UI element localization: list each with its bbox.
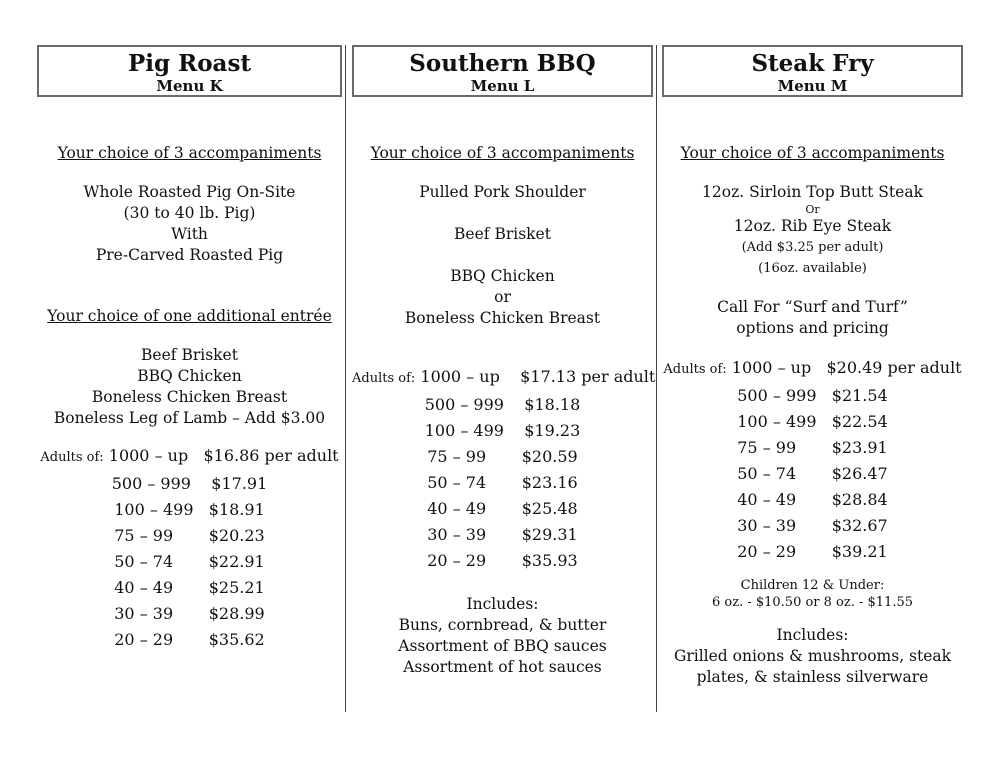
menu-header	[352, 45, 653, 97]
menu-code: Menu L	[470, 77, 535, 95]
price-row: 75 – 99 $20.23	[114, 526, 265, 545]
spacer	[352, 245, 653, 266]
price-row: 500 – 999 $18.18	[424, 395, 581, 414]
price-row: 20 – 29 $35.93	[427, 551, 578, 570]
menu-title: Steak Fry	[751, 50, 874, 77]
extra-line: Beef Brisket	[141, 346, 238, 364]
price-row: 50 – 74 $22.91	[114, 552, 265, 571]
choice-heading: Your choice of 3 accompaniments	[57, 144, 322, 162]
price-row: 40 – 49 $28.84	[737, 490, 888, 509]
column-divider	[656, 45, 657, 712]
includes-line: Assortment of hot sauces	[403, 658, 602, 676]
entree-line: or	[494, 288, 511, 306]
extra-heading: Your choice of one additional entrée	[47, 307, 332, 325]
includes-heading: Includes:	[776, 626, 849, 644]
price-value: 1000 – up $20.49 per adult	[731, 358, 962, 377]
column-divider	[345, 45, 346, 712]
availability-text: (16oz. available)	[758, 261, 867, 276]
price-row: 100 – 499 $18.91	[114, 500, 265, 519]
entree-line: BBQ Chicken	[450, 267, 555, 285]
entree-line: Whole Roasted Pig On-Site	[83, 183, 296, 201]
children-heading: Children 12 & Under:	[740, 578, 885, 593]
extra-line: Boneless Leg of Lamb – Add $3.00	[53, 409, 326, 427]
adults-label: Adults of:	[663, 362, 727, 377]
price-row: 40 – 49 $25.48	[427, 499, 578, 518]
call-text: Call For “Surf and Turf”	[717, 298, 908, 316]
price-row: 20 – 29 $39.21	[737, 542, 888, 561]
entree-line: With	[171, 225, 208, 243]
entree-line: (30 to 40 lb. Pig)	[123, 204, 256, 222]
price-row: 50 – 74 $26.47	[737, 464, 888, 483]
entree-line: Beef Brisket	[454, 225, 551, 243]
entree-line: Pre-Carved Roasted Pig	[95, 246, 284, 264]
price-row: 30 – 39 $28.99	[114, 604, 265, 623]
price-row: 50 – 74 $23.16	[427, 473, 578, 492]
steak-option: 12oz. Sirloin Top Butt Steak	[702, 183, 923, 201]
or-text: Or	[805, 203, 820, 216]
price-row: 20 – 29 $35.62	[114, 630, 265, 649]
menu-code: Menu M	[777, 77, 848, 95]
price-row-first	[352, 364, 656, 392]
children-prices: 6 oz. - $10.50 or 8 oz. - $11.55	[711, 595, 914, 610]
menu-column-steak-fry	[662, 45, 963, 688]
menu-title: Pig Roast	[127, 50, 252, 77]
menu-code: Menu K	[156, 77, 223, 95]
spacer	[352, 203, 653, 224]
adults-label: Adults of:	[352, 371, 416, 386]
steak-option: 12oz. Rib Eye Steak	[733, 217, 892, 235]
menu-header	[37, 45, 342, 97]
price-value: 1000 – up $17.13 per adult	[420, 367, 656, 386]
menu-column-pig-roast	[37, 45, 342, 653]
entree-line: Boneless Chicken Breast	[404, 309, 601, 327]
choice-heading: Your choice of 3 accompaniments	[370, 144, 635, 162]
price-row: 40 – 49 $25.21	[114, 578, 265, 597]
price-row: 75 – 99 $20.59	[427, 447, 578, 466]
adults-label: Adults of:	[40, 450, 104, 465]
entree-line: Pulled Pork Shoulder	[419, 183, 586, 201]
price-row: 30 – 39 $32.67	[737, 516, 888, 535]
call-text: options and pricing	[736, 319, 889, 337]
price-row-first	[37, 443, 342, 471]
choice-heading: Your choice of 3 accompaniments	[680, 144, 945, 162]
price-row: 30 – 39 $29.31	[427, 525, 578, 544]
includes-line: Buns, cornbread, & butter	[398, 616, 607, 634]
extra-line: BBQ Chicken	[137, 367, 242, 385]
menu-header	[662, 45, 963, 97]
price-row: 75 – 99 $23.91	[737, 438, 888, 457]
price-value: 1000 – up $16.86 per adult	[108, 446, 339, 465]
upcharge-text: (Add $3.25 per adult)	[741, 240, 884, 255]
includes-line: Assortment of BBQ sauces	[398, 637, 607, 655]
includes-heading: Includes:	[466, 595, 539, 613]
menu-title: Southern BBQ	[409, 50, 596, 77]
price-row: 100 – 499 $22.54	[737, 412, 888, 431]
price-row: 500 – 999 $17.91	[111, 474, 268, 493]
includes-line: plates, & stainless silverware	[696, 668, 929, 686]
price-row: 500 – 999 $21.54	[737, 386, 888, 405]
price-row: 100 – 499 $19.23	[424, 421, 581, 440]
menu-column-southern-bbq	[352, 45, 656, 678]
price-row-first	[662, 355, 963, 383]
extra-line: Boneless Chicken Breast	[91, 388, 288, 406]
includes-line: Grilled onions & mushrooms, steak	[673, 647, 952, 665]
